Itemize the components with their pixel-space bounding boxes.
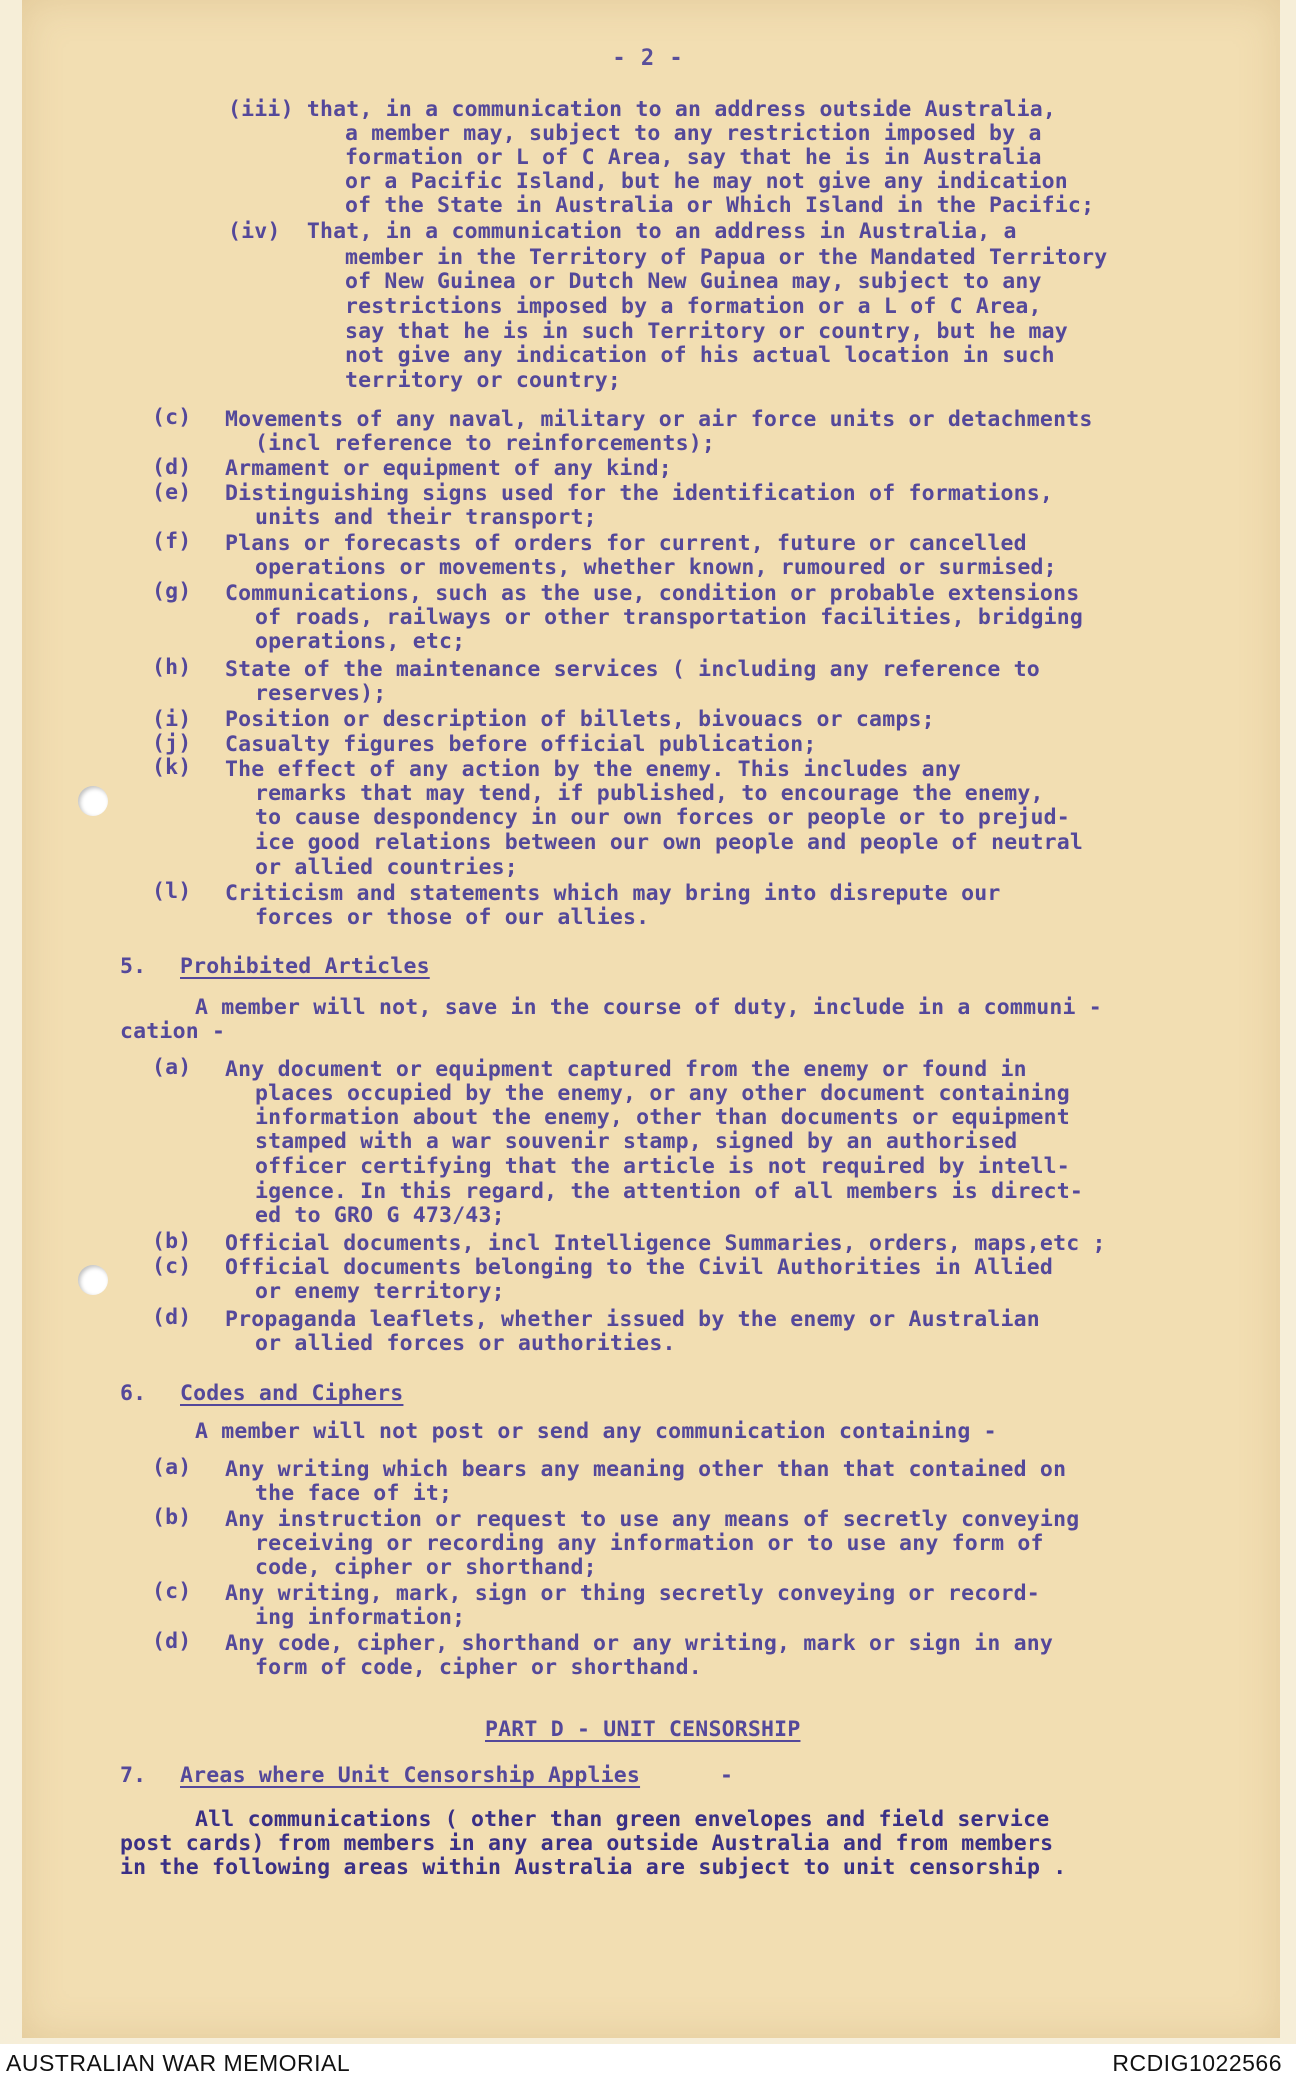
text-line: igence. In this regard, the attention of all members is direct- bbox=[255, 1179, 1084, 1204]
text-line: in the following areas within Australia are subject to unit censorship . bbox=[120, 1855, 1067, 1880]
text-line: All communications ( other than green envelopes and field service bbox=[195, 1807, 1050, 1832]
punch-hole-top bbox=[78, 786, 108, 816]
text-line: information about the enemy, other than documents or equipment bbox=[255, 1105, 1070, 1130]
text-line: form of code, cipher or shorthand. bbox=[255, 1655, 702, 1680]
text-line: The effect of any action by the enemy. This includes any bbox=[225, 757, 962, 782]
text-line: stamped with a war souvenir stamp, signed by an authorised bbox=[255, 1129, 1018, 1154]
footer-source: AUSTRALIAN WAR MEMORIAL bbox=[6, 2050, 351, 2076]
page-number: - 2 - bbox=[612, 46, 684, 71]
item-marker: (d) bbox=[152, 455, 192, 480]
section-heading: Codes and Ciphers bbox=[180, 1381, 404, 1406]
text-line: Official documents, incl Intelligence Summaries, orders, maps,etc ; bbox=[225, 1231, 1106, 1256]
text-line: code, cipher or shorthand; bbox=[255, 1555, 597, 1580]
text-line: Propaganda leaflets, whether issued by the enemy or Australian bbox=[225, 1307, 1040, 1332]
text-line: officer certifying that the article is not required by intell- bbox=[255, 1154, 1070, 1179]
text-line: Casualty figures before official publication; bbox=[225, 732, 817, 757]
text-line: State of the maintenance services ( including any reference to bbox=[225, 657, 1040, 682]
text-line: Official documents belonging to the Civil Authorities in Allied bbox=[225, 1255, 1054, 1280]
text-line: formation or L of C Area, say that he is in Australia bbox=[345, 145, 1042, 170]
footer-record-id: RCDIG1022566 bbox=[1112, 2050, 1282, 2076]
text-line: ing information; bbox=[255, 1605, 466, 1630]
item-marker: (j) bbox=[152, 731, 192, 756]
item-marker: (f) bbox=[152, 529, 192, 554]
text-line: or enemy territory; bbox=[255, 1279, 505, 1304]
text-line: reserves); bbox=[255, 681, 387, 706]
text-line: Criticism and statements which may bring into disrepute our bbox=[225, 881, 1001, 906]
item-marker: (l) bbox=[152, 879, 192, 904]
section-number: 7. bbox=[120, 1763, 147, 1788]
text-line: cation - bbox=[120, 1019, 226, 1044]
text-line: Distinguishing signs used for the identification of formations, bbox=[225, 481, 1054, 506]
item-marker: (a) bbox=[152, 1455, 192, 1480]
text-line: ice good relations between our own people and people of neutral bbox=[255, 830, 1084, 855]
item-marker: (b) bbox=[152, 1505, 192, 1530]
text-line: operations, etc; bbox=[255, 629, 466, 654]
text-line: territory or country; bbox=[345, 368, 622, 393]
text-line: of New Guinea or Dutch New Guinea may, subject to any bbox=[345, 269, 1042, 294]
text-line: remarks that may tend, if published, to encourage the enemy, bbox=[255, 781, 1044, 806]
text-line: Any document or equipment captured from the enemy or found in bbox=[225, 1057, 1027, 1082]
text-line: or a Pacific Island, but he may not give any indication bbox=[345, 169, 1068, 194]
item-marker: (c) bbox=[152, 405, 192, 430]
section-number: 5. bbox=[120, 954, 147, 979]
item-marker: (d) bbox=[152, 1629, 192, 1654]
text-line: say that he is in such Territory or country, but he may bbox=[345, 319, 1068, 344]
text-line: or allied countries; bbox=[255, 855, 518, 880]
text-line: (iii) that, in a communication to an address outside Australia, bbox=[228, 97, 1057, 122]
text-line: ed to GRO G 473/43; bbox=[255, 1203, 505, 1228]
text-line: forces or those of our allies. bbox=[255, 905, 650, 930]
text-line: Position or description of billets, bivouacs or camps; bbox=[225, 707, 935, 732]
item-marker: (i) bbox=[152, 707, 192, 732]
part-heading: PART D - UNIT CENSORSHIP bbox=[485, 1717, 801, 1742]
text-line: Any writing which bears any meaning other than that contained on bbox=[225, 1457, 1067, 1482]
text-line: operations or movements, whether known, rumoured or surmised; bbox=[255, 555, 1057, 580]
text-line: Communications, such as the use, condition or probable extensions bbox=[225, 581, 1080, 606]
section-heading: Areas where Unit Censorship Applies bbox=[180, 1763, 641, 1788]
text-line: the face of it; bbox=[255, 1481, 453, 1506]
item-marker: (c) bbox=[152, 1254, 192, 1279]
text-line: Armament or equipment of any kind; bbox=[225, 456, 672, 481]
item-marker: (c) bbox=[152, 1579, 192, 1604]
heading-dash: - bbox=[720, 1763, 734, 1788]
text-line: A member will not, save in the course of duty, include in a communi - bbox=[195, 995, 1102, 1020]
item-marker: (k) bbox=[152, 755, 192, 780]
text-line: (iv) That, in a communication to an address in Australia, a bbox=[228, 219, 1017, 244]
text-line: to cause despondency in our own forces or people or to prejud- bbox=[255, 805, 1070, 830]
text-line: post cards) from members in any area outside Australia and from members bbox=[120, 1831, 1054, 1856]
item-marker: (h) bbox=[152, 655, 192, 680]
text-line: receiving or recording any information or to use any form of bbox=[255, 1531, 1044, 1556]
text-line: of the State in Australia or Which Island in the Pacific; bbox=[345, 193, 1095, 218]
item-marker: (a) bbox=[152, 1055, 192, 1080]
item-marker: (d) bbox=[152, 1305, 192, 1330]
text-line: Any instruction or request to use any means of secretly conveying bbox=[225, 1507, 1080, 1532]
text-line: member in the Territory of Papua or the Mandated Territory bbox=[345, 245, 1108, 270]
text-line: Any writing, mark, sign or thing secretly conveying or record- bbox=[225, 1581, 1040, 1606]
text-line: units and their transport; bbox=[255, 505, 597, 530]
text-line: restrictions imposed by a formation or a L of C Area, bbox=[345, 294, 1042, 319]
punch-hole-bottom bbox=[78, 1265, 108, 1295]
text-line: Plans or forecasts of orders for current, future or cancelled bbox=[225, 531, 1027, 556]
text-line: A member will not post or send any communication containing - bbox=[195, 1419, 997, 1444]
text-line: not give any indication of his actual location in such bbox=[345, 343, 1055, 368]
section-heading: Prohibited Articles bbox=[180, 954, 430, 979]
item-marker: (e) bbox=[152, 480, 192, 505]
text-line: Movements of any naval, military or air force units or detachments bbox=[225, 407, 1093, 432]
text-line: (incl reference to reinforcements); bbox=[255, 431, 716, 456]
text-line: or allied forces or authorities. bbox=[255, 1331, 676, 1356]
text-line: a member may, subject to any restriction imposed by a bbox=[345, 121, 1042, 146]
text-line: Any code, cipher, shorthand or any writing, mark or sign in any bbox=[225, 1631, 1054, 1656]
text-line: of roads, railways or other transportation facilities, bridging bbox=[255, 605, 1084, 630]
text-line: places occupied by the enemy, or any other document containing bbox=[255, 1081, 1070, 1106]
item-marker: (b) bbox=[152, 1229, 192, 1254]
section-number: 6. bbox=[120, 1381, 147, 1406]
item-marker: (g) bbox=[152, 579, 192, 604]
